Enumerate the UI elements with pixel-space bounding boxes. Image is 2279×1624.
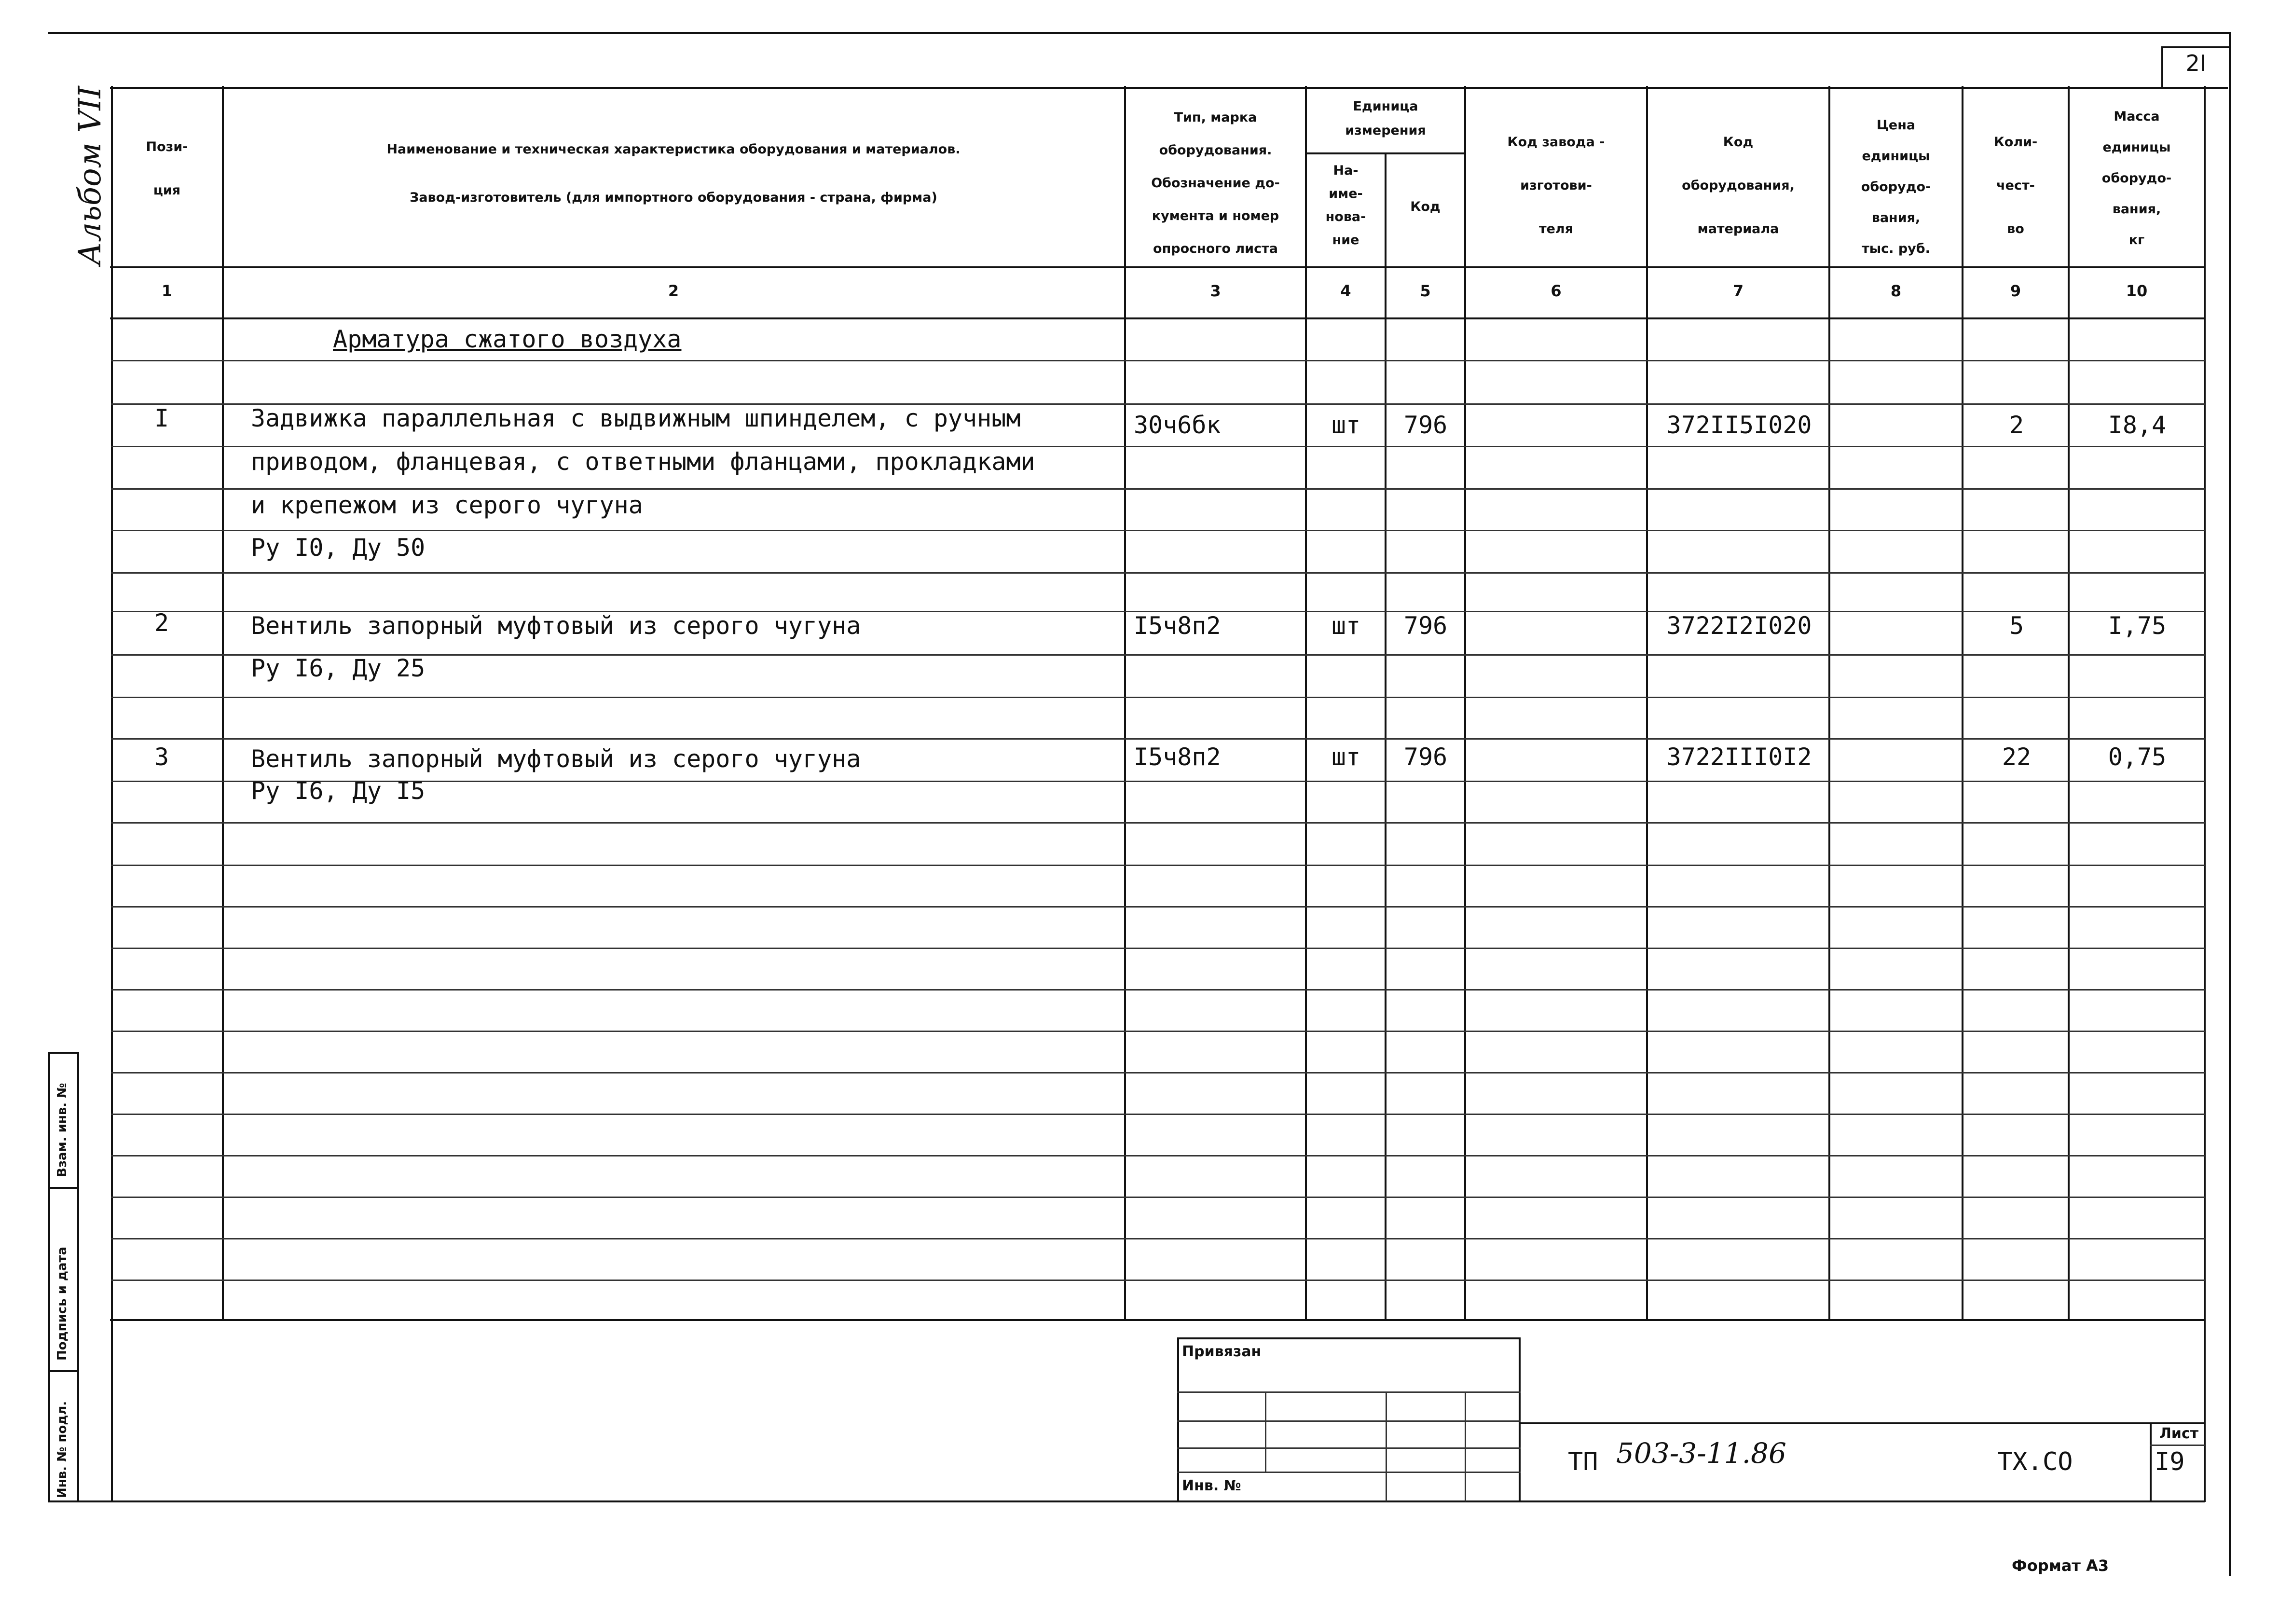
row-line xyxy=(111,822,2205,824)
item-2-mass: I,75 xyxy=(2108,612,2167,640)
col-line-7 xyxy=(1828,86,1830,1321)
side-strip-top xyxy=(48,1052,79,1054)
header-equipment-code: Код оборудования, материала xyxy=(1682,135,1795,236)
row-line xyxy=(111,989,2205,991)
row-line xyxy=(111,1072,2205,1073)
item-3-qty: 22 xyxy=(2002,743,2032,771)
item-1-code: 372II5I020 xyxy=(1666,411,1812,439)
colnum-1: 1 xyxy=(161,282,173,300)
privyazan-col-2 xyxy=(1386,1391,1387,1501)
row-line xyxy=(111,906,2205,908)
sheet-number: 2I xyxy=(2185,50,2207,76)
side-strip-div-2 xyxy=(48,1370,79,1372)
header-bottom-line xyxy=(110,266,2205,268)
item-3-type: I5ч8п2 xyxy=(1134,743,1221,771)
row-line xyxy=(111,1155,2205,1156)
privyazan-row-1 xyxy=(1177,1391,1521,1393)
row-line xyxy=(111,1197,2205,1198)
privyazan-col-3 xyxy=(1465,1391,1466,1501)
privyazan-box-top xyxy=(1177,1337,1521,1339)
item-3-unit-code: 796 xyxy=(1403,743,1448,771)
item-2-unit: шт xyxy=(1331,612,1361,640)
header-name-line-2: Завод-изготовитель (для импортного оборудования - страна, фирма) xyxy=(410,190,937,205)
item-3-position: 3 xyxy=(154,743,169,771)
item-3-mass: 0,75 xyxy=(2108,743,2167,771)
colnum-5: 5 xyxy=(1420,282,1431,300)
row-line xyxy=(111,1280,2205,1281)
colnum-3: 3 xyxy=(1210,282,1221,300)
item-1-line-4: Ру I0, Ду 50 xyxy=(251,534,426,562)
header-name xyxy=(223,125,1124,222)
privyazan-row-3 xyxy=(1177,1447,1521,1449)
side-label-inv: Инв. № подл. xyxy=(55,1401,69,1498)
side-label-vzam: Взам. инв. № xyxy=(55,1083,69,1177)
format-label: Формат А3 xyxy=(2012,1556,2109,1575)
table-bottom-line xyxy=(110,1319,2205,1321)
unit-group-line xyxy=(1305,152,1464,154)
header-quantity: Коли- чест- во xyxy=(1993,135,2038,236)
item-1-type: 30ч6бк xyxy=(1134,411,1221,439)
section-title: Арматура сжатого воздуха xyxy=(333,325,682,353)
item-3-line-2: Ру I6, Ду I5 xyxy=(251,777,426,805)
row-line xyxy=(111,1031,2205,1032)
item-1-qty: 2 xyxy=(2009,411,2024,439)
row-line xyxy=(111,530,2205,531)
sheet-box-top xyxy=(2161,46,2231,48)
list-number: I9 xyxy=(2155,1447,2185,1476)
colnum-8: 8 xyxy=(1890,282,1902,300)
item-2-type: I5ч8п2 xyxy=(1134,612,1221,640)
privyazan-label: Привязан xyxy=(1182,1343,1262,1360)
side-strip-left xyxy=(48,1052,50,1500)
header-factory-code: Код завода - изготови- теля xyxy=(1507,135,1605,236)
colnum-6: 6 xyxy=(1551,282,1562,300)
header-unit-group: Единица измерения xyxy=(1345,99,1426,138)
col-line-9 xyxy=(2068,86,2070,1321)
side-label-podpis: Подпись и дата xyxy=(55,1246,69,1361)
colnum-2: 2 xyxy=(668,282,679,300)
row-line xyxy=(111,738,2205,740)
item-1-line-3: и крепежом из серого чугуна xyxy=(251,491,643,519)
privyazan-box-left xyxy=(1177,1337,1179,1501)
colnum-10: 10 xyxy=(2126,282,2148,300)
item-1-unit-code: 796 xyxy=(1403,411,1448,439)
col-line-4 xyxy=(1385,153,1387,1321)
privyazan-row-4 xyxy=(1177,1472,1521,1473)
doc-number: 503-3-11.86 xyxy=(1616,1437,1786,1470)
item-1-position: I xyxy=(154,404,169,432)
header-position: Пози- ция xyxy=(146,139,188,198)
row-line xyxy=(111,572,2205,574)
list-box-divider xyxy=(2150,1445,2205,1446)
frame-bottom-line xyxy=(48,1500,2205,1502)
col-line-1 xyxy=(222,86,224,1321)
item-3-unit: шт xyxy=(1331,743,1361,771)
col-line-2 xyxy=(1124,86,1126,1321)
designation-top-line xyxy=(1519,1422,2205,1424)
row-line xyxy=(111,1114,2205,1115)
table-right-line xyxy=(2204,86,2206,1502)
inv-no-label: Инв. № xyxy=(1182,1477,1241,1494)
item-1-unit: шт xyxy=(1331,411,1361,439)
top-border-line xyxy=(48,32,2231,34)
header-name-line-1: Наименование и техническая характеристика оборудования и материалов. xyxy=(386,142,961,157)
header-price: Цена единицы оборудо- вания, тыс. руб. xyxy=(1861,118,1931,256)
row-line xyxy=(111,865,2205,866)
item-2-qty: 5 xyxy=(2009,612,2024,640)
item-3-line-1: Вентиль запорный муфтовый из серого чугуна xyxy=(251,745,861,773)
privyazan-col-1 xyxy=(1265,1391,1266,1472)
row-line xyxy=(111,1238,2205,1239)
right-border-line xyxy=(2229,32,2231,1576)
header-type: Тип, марка оборудования. Обозначение до- кумента и номер опросного листа xyxy=(1151,110,1280,256)
side-strip-div-1 xyxy=(48,1187,79,1189)
row-line xyxy=(111,488,2205,490)
sheet-box-left xyxy=(2161,46,2163,88)
row-line xyxy=(111,360,2205,361)
header-unit-code: Код xyxy=(1410,199,1441,214)
item-3-code: 3722III0I2 xyxy=(1666,743,1812,771)
row-line xyxy=(111,697,2205,698)
item-2-position: 2 xyxy=(154,609,169,637)
privyazan-row-2 xyxy=(1177,1420,1521,1422)
col-line-8 xyxy=(1962,86,1963,1321)
row-line xyxy=(111,446,2205,447)
doc-prefix: ТП xyxy=(1568,1447,1598,1476)
side-strip-right xyxy=(77,1052,79,1500)
row-line xyxy=(111,948,2205,949)
album-label: Альбом VII xyxy=(72,86,108,265)
doc-section: ТХ.СО xyxy=(1997,1447,2073,1476)
list-label: Лист xyxy=(2159,1425,2199,1442)
item-1-line-2: приводом, фланцевая, с ответными фланцами, прокладками xyxy=(251,448,1035,476)
colnum-4: 4 xyxy=(1340,282,1351,300)
item-1-line-1: Задвижка параллельная с выдвижным шпинделем, с ручным xyxy=(251,404,1021,432)
col-line-3 xyxy=(1305,86,1307,1321)
item-2-line-2: Ру I6, Ду 25 xyxy=(251,654,426,682)
item-2-line-1: Вентиль запорный муфтовый из серого чугуна xyxy=(251,612,861,640)
item-1-mass: I8,4 xyxy=(2108,411,2167,439)
privyazan-box-right xyxy=(1519,1337,1521,1501)
number-row-bottom-line xyxy=(110,317,2205,319)
table-top-line xyxy=(110,87,2228,89)
list-box-left xyxy=(2150,1422,2152,1501)
col-line-5 xyxy=(1464,86,1466,1321)
colnum-7: 7 xyxy=(1732,282,1744,300)
item-2-code: 3722I2I020 xyxy=(1666,612,1812,640)
header-mass: Масса единицы оборудо- вания, кг xyxy=(2101,109,2172,248)
col-line-6 xyxy=(1646,86,1648,1321)
item-2-unit-code: 796 xyxy=(1403,612,1448,640)
colnum-9: 9 xyxy=(2010,282,2021,300)
header-unit-name: На- име- нова- ние xyxy=(1325,163,1366,248)
